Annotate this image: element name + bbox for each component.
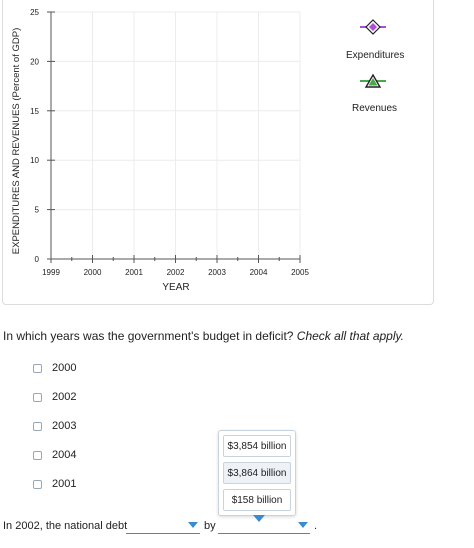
diamond-icon	[358, 18, 388, 36]
checkbox-2001[interactable]	[33, 480, 42, 489]
popup-option-3854[interactable]: $3,854 billion	[223, 435, 291, 457]
debt-sentence-middle: by	[204, 520, 216, 532]
checkbox-2004[interactable]	[33, 451, 42, 460]
x-tick-label: 2005	[291, 268, 309, 277]
x-tick-label: 2002	[166, 268, 185, 277]
triangle-icon	[358, 72, 388, 90]
y-tick-label: 20	[30, 57, 39, 67]
option-2001[interactable]	[33, 476, 76, 492]
legend-revenues-label: Revenues	[352, 103, 398, 114]
chevron-down-icon	[298, 522, 308, 528]
dropdown-popup	[218, 430, 296, 516]
legend-expenditures[interactable]	[358, 18, 388, 36]
x-axis-label: YEAR	[162, 282, 190, 293]
legend-expenditures-label: Expenditures	[346, 50, 405, 61]
option-2002[interactable]	[33, 389, 76, 405]
y-tick-label: 5	[34, 205, 39, 215]
chart-plot	[3, 0, 435, 305]
debt-amount-dropdown[interactable]	[218, 519, 310, 534]
popup-option-3864[interactable]: $3,864 billion	[223, 462, 291, 484]
popup-option-158[interactable]: $158 billion	[223, 489, 291, 511]
y-tick-label: 0	[34, 255, 39, 264]
x-tick-label: 2001	[125, 268, 143, 277]
x-tick-label: 2004	[249, 268, 268, 277]
chart-ticks	[30, 8, 309, 277]
y-tick-label: 15	[30, 106, 39, 116]
x-tick-label: 2003	[208, 268, 226, 277]
question-prompt: In which years was the government's budget in deficit?	[3, 329, 297, 343]
checkbox-2003[interactable]	[33, 422, 42, 431]
y-tick-label: 10	[30, 156, 39, 166]
y-tick-label: 25	[30, 8, 39, 17]
checkbox-2002[interactable]	[33, 393, 42, 402]
option-label: 2004	[52, 449, 77, 461]
option-2000[interactable]	[33, 360, 76, 376]
option-2004[interactable]	[33, 447, 76, 463]
option-label: 2002	[52, 391, 77, 403]
question-text	[3, 329, 404, 343]
chevron-down-icon	[188, 522, 198, 528]
checkbox-2000[interactable]	[33, 364, 42, 373]
x-tick-label: 2000	[83, 268, 102, 277]
option-2003[interactable]	[33, 418, 76, 434]
debt-change-dropdown[interactable]	[126, 519, 200, 534]
legend-revenues[interactable]	[358, 72, 388, 90]
question-instruction: Check all that apply.	[296, 329, 404, 343]
option-label: 2001	[52, 478, 77, 490]
option-label: 2003	[52, 420, 77, 432]
chart-grid	[51, 12, 300, 259]
chart-panel	[2, 0, 434, 305]
debt-sentence-prefix: In 2002, the national debt	[3, 520, 128, 532]
option-label: 2000	[52, 362, 77, 374]
y-axis-label: EXPENDITURES AND REVENUES (Percent of GDP)	[11, 27, 22, 255]
x-tick-label: 1999	[42, 268, 60, 277]
debt-sentence-suffix: .	[314, 520, 318, 532]
